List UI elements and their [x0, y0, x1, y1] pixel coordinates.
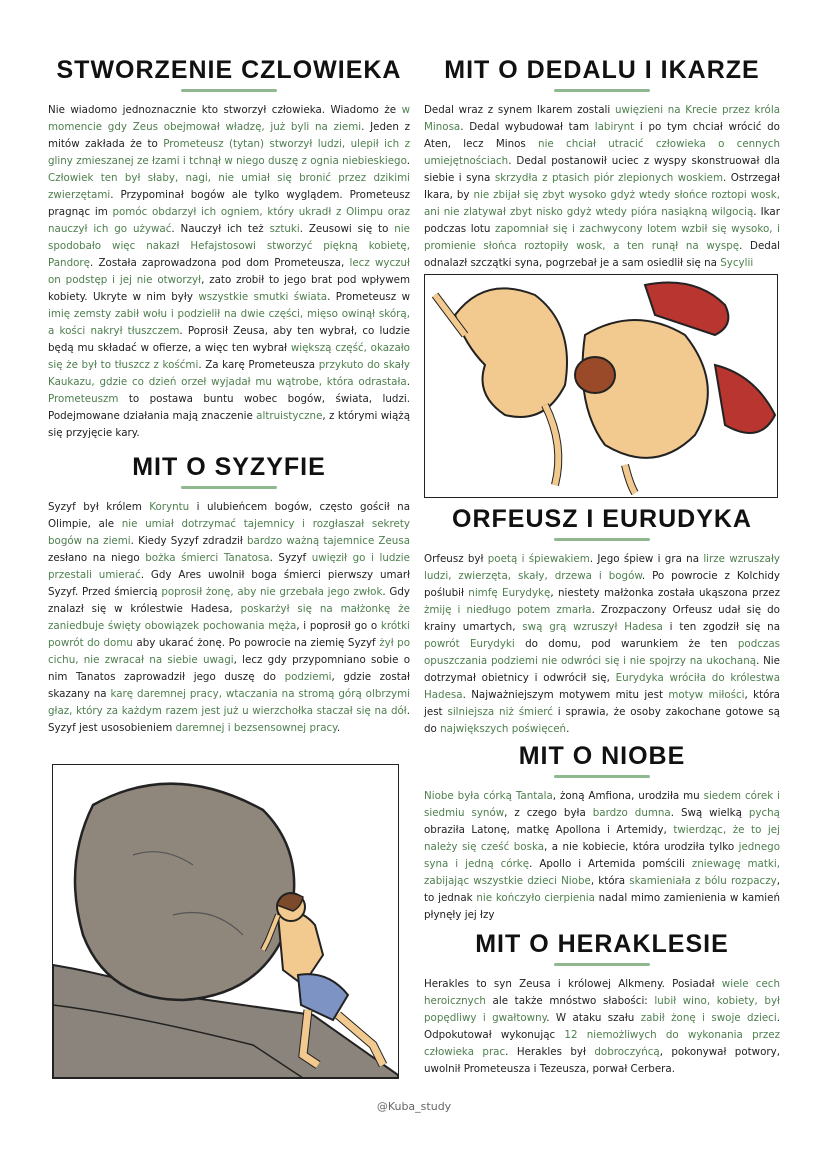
highlighted-phrase: skamieniała z bólu rozpaczy	[629, 875, 777, 887]
text-run: .	[566, 723, 570, 735]
highlighted-phrase: krótki powrót do domu	[48, 620, 410, 649]
text-run: . Syzyf	[269, 552, 312, 564]
text-run: , to jednak	[424, 875, 780, 904]
text-run: ale także mnóstwo słabości:	[485, 995, 655, 1007]
text-run: . Gdy znalazł się w królestwie Hadesa,	[48, 586, 410, 615]
text-run: . Gdy Ares uwolnił boga śmierci pierwszy umarł Syzyf. Przed śmiercią	[48, 569, 410, 598]
text-run: aby ukarać żonę. Po powrocie na ziemię Syzyf	[132, 637, 380, 649]
heading-underline	[554, 775, 650, 778]
section-mit-o-dedalu	[424, 56, 780, 272]
highlighted-phrase: nie zbijał się zbyt wysoko gdyż wtedy słońce roztopi wosk, ani nie zlatywał zbyt nisko gdyż wtedy pióra nasiąkną wilgocią	[424, 189, 780, 218]
text-run: , żoną Amfiona, urodziła mu	[552, 790, 704, 802]
highlighted-phrase: pomóc obdarzył ich ogniem, który ukradł z Olimpu oraz nauczył ich go używać	[48, 206, 410, 235]
heading-underline	[554, 89, 650, 92]
section-mit-o-syzyfie	[48, 453, 410, 737]
text-run: Herakles to syn Zeusa i królowej Alkmeny. Posiadał	[424, 978, 722, 990]
text-run: , gdzie został skazany na	[48, 671, 410, 700]
highlighted-phrase: bożka śmierci Tanatosa	[145, 552, 270, 564]
highlighted-phrase: uwięził go i ludzie przestali umierać	[48, 552, 410, 581]
text-run: . Za karę Prometeusza	[198, 359, 319, 371]
heading-stworzenie-czlowieka: STWORZENIE CZLOWIEKA	[56, 56, 402, 84]
highlighted-phrase: imię zemsty zabił wołu i podzielił na dwie części, mięso owinął skórą, a kości nakrył tłuszczem	[48, 308, 410, 337]
highlighted-phrase: w momencie gdy Zeus obejmował władzę, już byli na ziemi	[48, 104, 410, 133]
highlighted-phrase: poprosił żonę, aby nie grzebała jego zwłok	[161, 586, 383, 598]
highlighted-phrase: bardzo dumna	[592, 807, 671, 819]
text-run: . Nauczył ich też	[171, 223, 270, 235]
section-mit-o-heraklesie	[424, 930, 780, 1078]
highlighted-phrase: Prometeusz (tytan) stworzył ludzi, ulepił ich z gliny zmieszanej ze łzami i tchnął w niego duszę z ognia niebieskiego	[48, 138, 410, 167]
highlighted-phrase: podczas opuszczania podziemi nie odwróci się i nie spojrzy na ukochaną	[424, 638, 780, 667]
text-run: , z którymi wiążą się przyjęcie kary.	[48, 410, 410, 439]
text-run: . Przypominał bogów ale tylko wyglądem. Prometeusz pragnąc im	[48, 189, 410, 218]
highlighted-phrase: Sycylii	[720, 257, 754, 269]
text-run: . Jeden z mitów zakłada że to	[48, 121, 411, 150]
text-run: . Prometeusz w	[327, 291, 410, 303]
section-mit-o-niobe	[424, 742, 780, 924]
text-run: . Dedal odnalazł szczątki syna, pogrzebał je a sam osiedlił się na	[424, 240, 780, 269]
text-run: Orfeusz był	[424, 553, 488, 565]
paragraph-mit-o-dedalu	[424, 102, 780, 272]
heading-mit-o-heraklesie: MIT O HERAKLESIE	[475, 930, 729, 958]
highlighted-phrase: największych poświęceń	[440, 723, 567, 735]
text-run: . Zeusowi się to	[299, 223, 395, 235]
text-run: obraziła Latonę, matkę Apollona i Artemidy,	[424, 824, 674, 836]
highlighted-phrase: nimfę Eurydykę	[468, 587, 551, 599]
paragraph-orfeusz-i-eurudyka	[424, 551, 780, 738]
highlighted-phrase: podziemi	[284, 671, 332, 683]
highlighted-phrase: zabił żonę i swoje dzieci	[640, 1012, 777, 1024]
text-run: i ten zgodził się na	[662, 621, 780, 633]
text-run: , pokonywał potwory, uwolnił Prometeusza i Tezeusza, porwał Cerbera.	[424, 1046, 780, 1075]
text-run: , która	[590, 875, 630, 887]
text-run: , która jest	[424, 689, 780, 718]
highlighted-phrase: pychą	[748, 807, 780, 819]
sisyphus-drawing	[53, 765, 398, 1078]
highlighted-phrase: bardzo ważną tajemnice Zeusa	[246, 535, 411, 547]
heading-underline	[554, 963, 650, 966]
text-run: . Apollo i Artemida pomścili	[529, 858, 692, 870]
text-run: . Najważniejszym motywem mitu jest	[462, 689, 669, 701]
highlighted-phrase: przykuto do skały Kaukazu, gdzie co dzień orzeł wyjadał mu wątrobe, która odrastała	[48, 359, 410, 388]
highlighted-phrase: motyw miłości	[668, 689, 745, 701]
text-run: i sprawia, że osoby zakochane gotowe są do	[424, 706, 780, 735]
text-run: . Syzyf jest usosobieniem	[48, 705, 410, 734]
paragraph-mit-o-niobe	[424, 788, 780, 924]
highlighted-phrase: skrzydła z ptasich piór zlepionych woskiem	[494, 172, 723, 184]
text-run: . Odpokutował wykonując	[424, 1012, 780, 1041]
text-run: .	[406, 376, 410, 388]
highlighted-phrase: daremnej i bezsensownej pracy	[175, 722, 337, 734]
text-run: , z czego była	[504, 807, 593, 819]
section-stworzenie-czlowieka	[48, 56, 410, 442]
paragraph-mit-o-heraklesie	[424, 976, 780, 1078]
highlighted-phrase: siedem córek i siedmiu synów	[424, 790, 781, 819]
sisyphus-illustration	[52, 764, 399, 1079]
section-orfeusz-i-eurudyka	[424, 505, 780, 738]
highlighted-phrase: lirze wzruszały ludzi, zwierzęta, skały, drzewa i bogów	[424, 553, 780, 582]
icarus-drawing	[425, 275, 777, 497]
text-run: Nie wiadomo jednoznacznie kto stworzył człowieka. Wiadomo że	[48, 104, 402, 116]
text-run: . Zrozpaczony Orfeusz udał się do krainy umartych,	[424, 604, 780, 633]
text-run: Dedal wraz z synem Ikarem zostali	[424, 104, 615, 116]
author-credit: @Kuba_study	[376, 1100, 452, 1113]
text-run: . Ikar podczas lotu	[424, 206, 780, 235]
text-run: , lecz gdy przypomniano sobie o nim Tanatos zaprowadził jego duszę do	[48, 654, 410, 683]
highlighted-phrase: nie spodobało więc nakazł Hefajstosowi stworzyć piękną kobietę, Pandorę	[48, 223, 410, 269]
highlighted-phrase: wiele cech heroicznych	[424, 978, 780, 1007]
text-run: . Herakles był	[505, 1046, 595, 1058]
text-run: . Kiedy Syzyf zdradził	[130, 535, 247, 547]
highlighted-phrase: zapomniał się i zachwycony lotem wzbił się wysoko, i promienie słońca roztopiły wosk, a ten runął na wyspę	[424, 223, 780, 252]
heading-mit-o-syzyfie: MIT O SYZYFIE	[132, 453, 326, 481]
paragraph-mit-o-syzyfie	[48, 499, 410, 737]
text-run: .	[406, 155, 410, 167]
text-run: .	[336, 722, 341, 734]
text-run: , a nie kobiecie, która urodziła tylko	[544, 841, 739, 853]
highlighted-phrase: altruistyczne	[256, 410, 323, 422]
heading-orfeusz-i-eurudyka: ORFEUSZ I EURUDYKA	[452, 505, 752, 533]
highlighted-phrase: 12 niemożliwych do wykonania przez człowieka prac	[424, 1029, 780, 1058]
text-run: . Jego śpiew i gra na	[589, 553, 704, 565]
highlighted-phrase: silniejsza niż śmierć	[447, 706, 553, 718]
heading-underline	[554, 538, 650, 541]
highlighted-phrase: żył po cichu, nie zwracał na siebie uwagi	[48, 637, 410, 666]
text-run: to postawa buntu wobec bogów, świata, ludzi. Podejmowane działania mają znaczenie	[48, 393, 410, 422]
highlighted-phrase: Prometeuszm	[48, 393, 119, 405]
text-run: . Poprosił Zeusa, aby ten wybrał, co ludzie będą mu składać w ofierze, a więc ten wybrał	[48, 325, 410, 354]
text-run: , niestety małżonka została ukąszona przez	[550, 587, 781, 599]
highlighted-phrase: nie umiał dotrzymać tajemnicy i rozgłaszał sekrety bogów na ziemi	[48, 518, 410, 547]
highlighted-phrase: powrót Eurydyki	[424, 638, 515, 650]
text-run: Syzyf był królem	[48, 501, 150, 513]
text-run: . Nie dotrzymał obietnicy i odwrócił się,	[424, 655, 780, 684]
heading-underline	[181, 486, 277, 489]
text-run: do domu, pod warunkiem że ten	[514, 638, 738, 650]
text-run: i po tym chciał wrócić do Aten, lecz Minos	[424, 121, 780, 150]
text-run: . Została zaprowadzona pod dom Prometeusza,	[90, 257, 350, 269]
highlighted-phrase: poetą i śpiewakiem	[487, 553, 590, 565]
highlighted-phrase: Koryntu	[149, 501, 190, 513]
text-run: , zato zrobił to jego brat pod wpływem kobiety. Ukryte w nim były	[48, 274, 410, 303]
text-run: . Ostrzegał Ikara, by	[424, 172, 780, 201]
text-run: . Dedal wybudował tam	[460, 121, 595, 133]
highlighted-phrase: poskarżył się na małżonkę że zaniedbuje święty obowiązek pochowania męża	[48, 603, 410, 632]
highlighted-phrase: żmiję i niedługo potem zmarła	[424, 604, 592, 616]
text-run: . Swą wielką	[670, 807, 749, 819]
text-run: i ulubieńcem bogów, często gościł na Olimpie, ale	[48, 501, 411, 530]
text-run: , i poprosił go o	[296, 620, 381, 632]
text-run: . Dedal postanowił uciec z wyspy skonstruował dla siebie i syna	[424, 155, 780, 184]
highlighted-phrase: labirynt	[594, 121, 635, 133]
highlighted-phrase: karę daremnej pracy, wtaczania na stromą górą olbrzymi głaz, który za każdym razem jest już u wierzchołka staczał się na dół	[48, 688, 410, 717]
highlighted-phrase: sztuki	[269, 223, 300, 235]
heading-underline	[181, 89, 277, 92]
heading-mit-o-niobe: MIT O NIOBE	[518, 742, 686, 770]
text-run: nadal mimo zamienienia w kamień płynęły jej łzy	[424, 892, 780, 921]
highlighted-phrase: większą część, okazało się że był to tłuszcz z kośćmi	[48, 342, 410, 371]
highlighted-phrase: nie chciał utracić człowieka o cennych umiejętnościach	[424, 138, 780, 167]
highlighted-phrase: zniewagę matki, zabijając wszystkie dzieci Niobe	[424, 858, 780, 887]
highlighted-phrase: Eurydyka wróciła do królestwa Hadesa	[424, 672, 780, 701]
highlighted-phrase: wszystkie smutki świata	[198, 291, 328, 303]
paragraph-stworzenie-czlowieka	[48, 102, 410, 442]
highlighted-phrase: lecz wyczuł on podstęp i jej nie otworzył	[48, 257, 410, 286]
text-run: zesłano na niego	[48, 552, 146, 564]
highlighted-phrase: jednego syna i jedną córkę	[424, 841, 781, 870]
highlighted-phrase: Człowiek ten był słaby, nagi, nie umiał się bronić przez dzikimi zwierzętami	[48, 172, 410, 201]
highlighted-phrase: swą grą wzruszył Hadesa	[522, 621, 663, 633]
highlighted-phrase: Niobe była córką Tantala	[424, 790, 553, 802]
highlighted-phrase: uwięzieni na Krecie przez króla Minosa	[424, 104, 781, 133]
text-run: . Po powrocie z Kolchidy poślubił	[424, 570, 780, 599]
heading-mit-o-dedalu: MIT O DEDALU I IKARZE	[444, 56, 760, 84]
highlighted-phrase: lubił wino, kobiety, był popędliwy i gwałtowny	[424, 995, 780, 1024]
highlighted-phrase: twierdząc, że to jej należy się cześć boska	[424, 824, 780, 853]
highlighted-phrase: nie kończyło cierpienia	[476, 892, 595, 904]
icarus-illustration	[424, 274, 778, 498]
text-run: . W ataku szału	[546, 1012, 641, 1024]
highlighted-phrase: dobroczyńcą	[594, 1046, 660, 1058]
